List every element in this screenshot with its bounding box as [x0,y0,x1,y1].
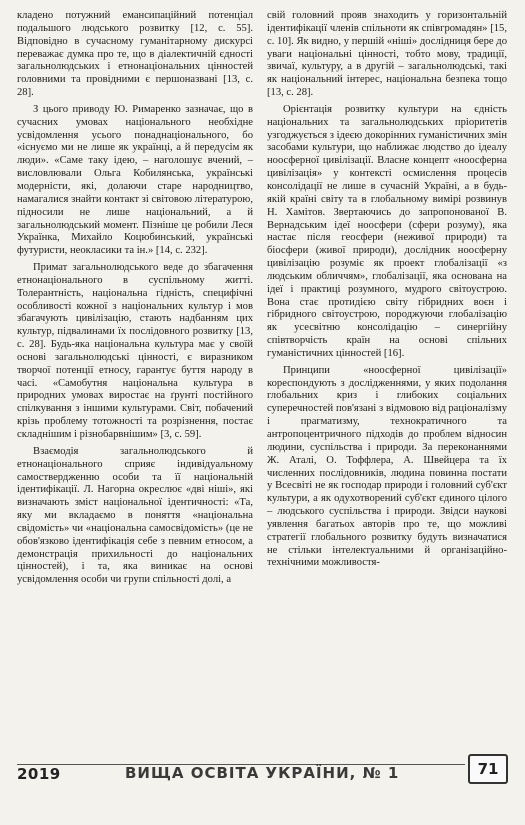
paragraph-left-4: Взаємодія загальнолюдського й етнонаціонального сприяє індивідуальному самоствердженню особи та її національній ідентифікації. Л. Нагорна окреслює «дві ніші», які визначають зміст національної ідентичності: «Та, яку ми вкладаємо в поняття «національна свідомість» чи «національна самосвідомість» (це не обов'язково ідентифікація себе з певним етносом, а демонстрація прихильності до національних цінностей), і та, яка виникає на основі усвідомлення особи чи групи спільності долі, а [17,445,253,586]
paragraph-right-2: Орієнтація розвитку культури на єдність національних та загальнолюдських пріоритетів узгоджується з ідеєю докорінних гуманістичних змін засобами культури, що наближає людство до ідеалу ноосферної цивілізації. Власне концепт «ноосферна цивілізація» у контексті осмислення процесів консолідації не лише в сучасній Україні, а в будь-якій країні світу та в глобальному вимірі розвинув Н. Хамітов. Звертаючись до запропонованої В. Вернадським ідеї ноосфери (сфери розуму), яка настає після геосфери (неживої природи) та біосфери (живої природи), дослідник ноосферну цивілізацію розуміє як проект глобалізації «з людським обличчям», глобалізації, яка основана на ідеї і практиці розумного, мудрого світоустрою. Вона стає протидією світу гібридних воєн і гібридного світоустрою, породжуючи глобалізацію як усесвітню консолідацію – синергійну співтворчість країн на основі спільних гуманістичних цінностей [16]. [267,103,507,359]
paragraph-left-3: Примат загальнолюдського веде до збагачення етнонаціонального в суспільному житті. Толерантність, національна гідність, специфічні особливості кожної з національних культур і мов збагачують цивілізацію, стають надбанням цих культур, підвалинами їх послідовного розвитку [13, с. 28]. Будь-яка національна культура має у своїй основі загальнолюдські цінності, є виразником творчої потенції етносу, гарантує буття народу в часі. «Самобутня національна культура в природних умовах виростає на ґрунті постійного спілкування з іншими культурами. Світ, побачений крізь проблему тотожності та розрізнення, постає складнішим і різнобарвнішим» [3, с. 59]. [17,262,253,440]
footer-year: 2019 [17,765,61,783]
paragraph-left-2: З цього приводу Ю. Римаренко зазначає, що в сучасних умовах національного необхідне усвідомлення усього понаднаціонального, бо «існуємо ми не лише як українці, а й передусім як люди». «Саме таку ідею, – наголошує вчений, – висловлювали Ольга Кобилянська, українські модерністи, які, долаючи старе народництво, намагалися знайти контакт зі світовою літературою, підносили не лише національний, а й загальнолюдський момент. Пізніше це робили Леся Українка, Михайло Коцюбинський, українські футуристи, неокласики та ін.» [14, с. 232]. [17,103,253,257]
paragraph-left-1: кладено потужний емансипаційний потенціал подальшого людського розвитку [12, с. 55]. Відповідно в сучасному гуманітарному дискурсі переважає думка про те, що в діалектичній єдності загальнолюдських і етнонаціональних цінностей головними та провідними є першоназвані [13, с. 28]. [17,10,253,99]
paragraph-right-1: свій головний прояв знаходить у горизонтальній ідентифікації членів спільноти як співгромадян» [15, с. 10]. Як видно, у першій «ніші» дослідниця бере до уваги національні цінності, тобто мову, традиції, звичаї, культуру, а в другій – загальнолюдські, такі як національний інтерес, національна безпека тощо [13, с. 28]. [267,10,507,99]
left-column [17,10,253,587]
page-number: 71 [468,754,508,784]
right-column [267,10,507,570]
footer-journal-title: ВИЩА ОСВІТА УКРАЇНИ, № 1 [125,764,400,782]
paragraph-right-3: Принципи «ноосферної цивілізації» кореспондують з дослідженнями, у яких подолання глобальних криз і глибоких соціальних суперечностей пов'язані з відмовою від раціоналізму і прагматизму, технократичного та антропоцентричного підходів до проблем відносин людини, суспільства і природи. За переконаннями Ж. Аталі, О. Тоффлера, А. Швейцера та їх численних послідовників, людина повинна постати у Всесвіті не як господар природи і головний суб'єкт культури, а як одухотворений суб'єкт єдиного цілого – людського суспільства і природи. Звідси наукові уявлення багатьох авторів про те, що можливі стратегії глобального розвитку будуть визначатися не стільки інтелектуальними й організаційно-технічними можливостя- [267,364,507,569]
page-footer [0,752,525,792]
